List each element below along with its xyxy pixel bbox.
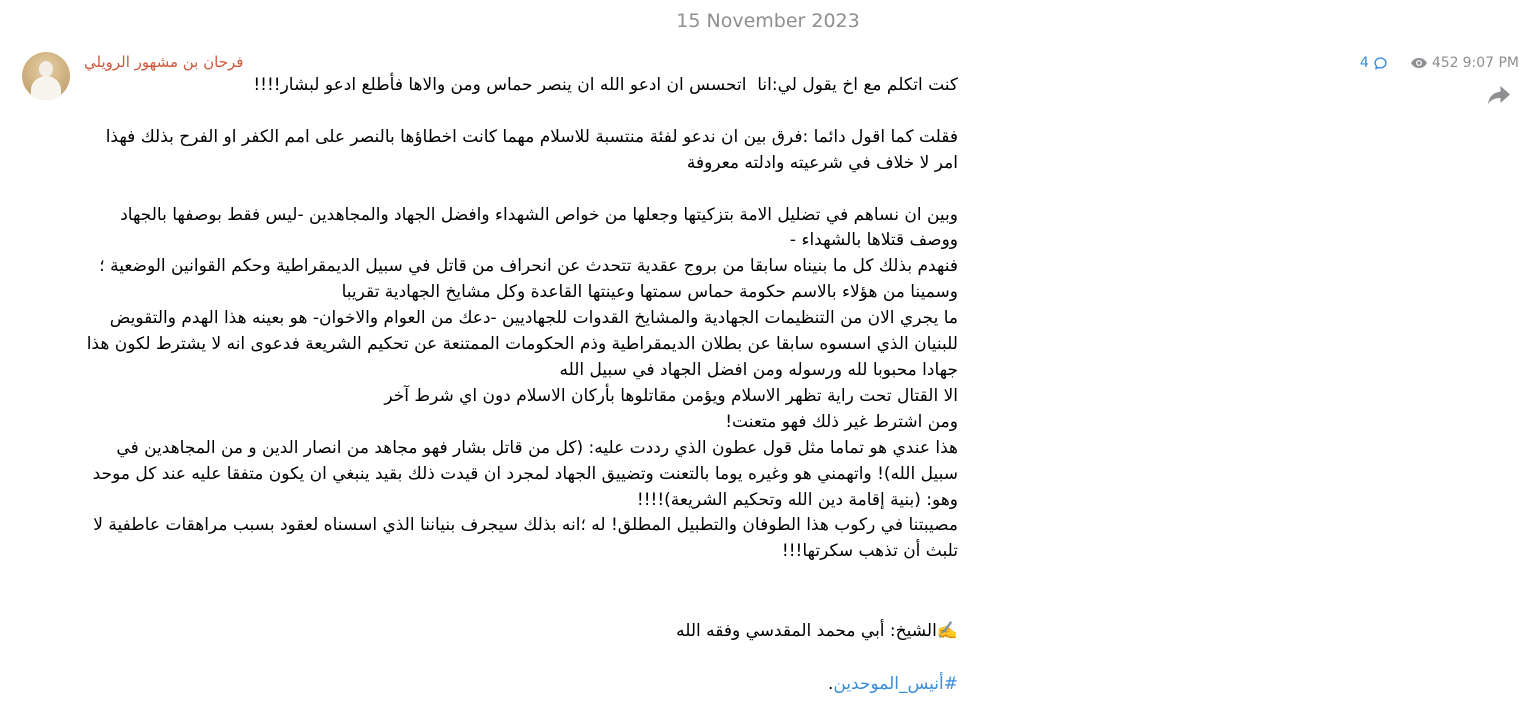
views-counter xyxy=(1410,53,1459,73)
sender-avatar[interactable] xyxy=(22,52,70,100)
message-meta xyxy=(1360,53,1519,73)
avatar-body-shape xyxy=(31,76,61,100)
comment-bubble-icon xyxy=(1373,56,1388,71)
hashtag-trailing: . xyxy=(827,674,834,694)
message-text: كنت اتكلم مع اخ يقول لي:انا اتحسس ان ادعو الله ان ينصر حماس ومن والاها فأطلع ادعو لبشار!!!! فقلت كما اقول دائما :فرق بين ان ندعو لفئة منتسبة للاسلام مهما كانت اخطاؤها بالنصر على امم الكفر او الفرح بذلك فهذا امر لا خلاف في شرعيته وادلته معروفة وبين ان نساهم في تضليل الامة بتزكيتها وجعلها من خواص الشهداء وافضل الجهاد والمجاهدين -ليس فقط بوصفها بالجهاد ووصف قتلاها بالشهداء - فنهدم بذلك كل ما بنيناه سابقا من بروج عقدية تتحدث عن انحراف من قاتل في سبيل الديمقراطية وحكم القوانين الوضعية ؛وسمينا من هؤلاء بالاسم حكومة حماس سمتها وعينتها القاعدة وكل مشايخ الجهادية تقريبا ما يجري الان من التنظيمات الجهادية والمشايخ القدوات للجهاديين -دعك من العوام والاخوان- هو بعينه هذا الهدم والتقويض للبنيان الذي اسسوه سابقا عن بطلان الديمقراطية وذم الحكومات الممتنعة عن تحكيم الشريعة فدعوى انه لا يشترط لكون هذا جهادا محبوبا لله ورسوله ومن افضل الجهاد في سبيل الله الا القتال تحت راية تظهر الاسلام ويؤمن مقاتلوها بأركان الاسلام دون اي شرط آخر ومن اشترط غير ذلك فهو متعنت! هذا عندي هو تماما مثل قول عطون الذي رددت عليه: (كل من قاتل بشار فهو مجاهد من انصار الدين و من المجاهدين في سبيل الله)! واتهمني هو وغيره يوما بالتعنت وتضييق الجهاد لمجرد ان قيدت ذلك بقيد ينبغي ان يكون متفقا عليه عند كل موحد وهو: (بنية إقامة دين الله وتحكيم الشريعة)!!!! مصيبتنا في ركوب هذا الطوفان والتطبيل المطلق! له ؛انه بذلك سيجرف بنياننا الذي اسسناه لعقود بسبب مراهقات عاطفية لا تلبث أن تذهب سكرتها!!! xyxy=(86,75,958,562)
comments-count: 4 xyxy=(1359,55,1369,71)
date-divider: 15 November 2023 xyxy=(676,10,860,32)
comments-button[interactable] xyxy=(1360,53,1388,73)
forward-arrow-icon[interactable] xyxy=(1486,84,1512,106)
hashtag-line xyxy=(80,671,958,697)
avatar-head-shape xyxy=(39,61,53,77)
hashtag-link[interactable]: #أنيس_الموحدين xyxy=(833,674,958,694)
views-count: 452 xyxy=(1431,55,1459,71)
sender-name[interactable]: فرحان بن مشهور الرويلي xyxy=(84,53,244,71)
eye-icon xyxy=(1410,57,1428,69)
message-signature: ✍️الشيخ: أبي محمد المقدسي وفقه الله xyxy=(676,621,958,641)
message-time: 9:07 PM xyxy=(1462,55,1519,71)
